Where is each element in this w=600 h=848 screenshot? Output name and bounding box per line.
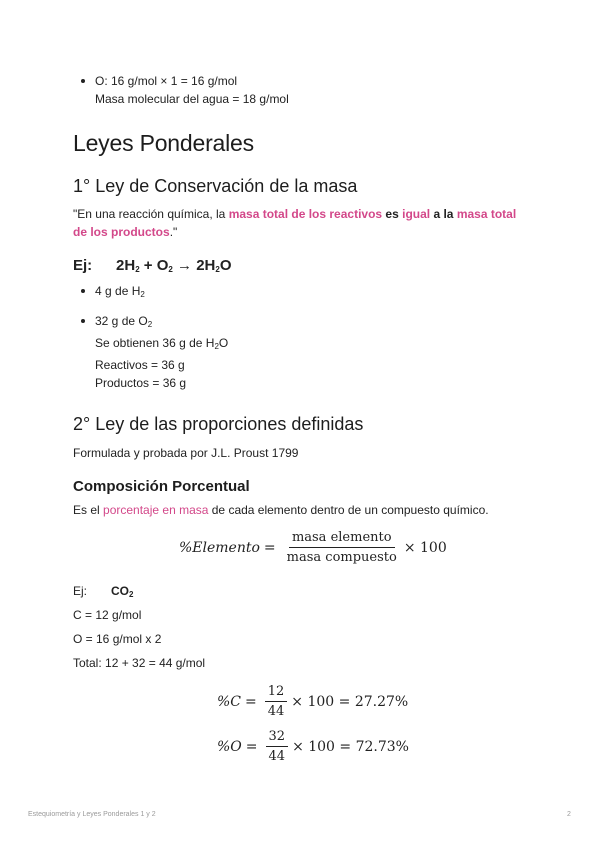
statement-text: ." <box>169 225 178 239</box>
bullet-text: Masa molecular del agua = 18 g/mol <box>95 92 289 106</box>
example-co2 <box>73 582 133 604</box>
example-label: Ej: <box>73 257 93 274</box>
statement-text: "En una reacción química, la <box>73 207 229 221</box>
list-item <box>73 282 573 304</box>
law2-subtitle: Formulada y probada por J.L. Proust 1799 <box>73 446 299 460</box>
percent-o-calc: %O = $\frac{32}{44}$ × 100 = 72.73% <box>217 729 409 764</box>
total-mass: Total: 12 + 32 = 44 g/mol <box>73 656 206 670</box>
intro-list <box>73 72 573 108</box>
calc-denominator: 44 <box>268 749 286 764</box>
calc-rhs: × 100 = 72.73% <box>292 738 409 755</box>
percent-c-calc: %C = $\frac{12}{44}$ × 100 = 27.27% <box>217 684 409 719</box>
calc-denominator: 44 <box>267 704 285 719</box>
statement-text: es <box>382 207 403 221</box>
bullet-text: O: 16 g/mol × 1 = 16 g/mol <box>95 74 238 88</box>
law1-heading: 1° Ley de Conservación de la masa <box>73 176 358 196</box>
law1-list <box>73 282 573 392</box>
formula-rhs: × 100 <box>403 539 447 556</box>
law1-statement <box>73 205 523 241</box>
bullet-text: Se obtienen 36 g de $H_2O$ <box>95 336 229 351</box>
formula-numerator: masa elemento <box>289 530 395 548</box>
reaction-equation <box>73 257 232 274</box>
carbon-mass: C = 12 g/mol <box>73 608 142 622</box>
highlight-text: igual <box>402 207 431 221</box>
calc-numerator: 12 <box>265 684 288 702</box>
page-number: 2 <box>567 811 571 818</box>
law2-heading: 2° Ley de las proporciones definidas <box>73 414 364 434</box>
bullet-text: Productos = 36 g <box>95 376 187 390</box>
formula-fraction <box>284 530 400 565</box>
equation-text: $2H_2 + O_2 \to 2H_2O$ <box>116 257 232 274</box>
percent-formula: %Elemento = $\frac{\text{masa elemento}}{\text{masa compuesto}}$ × 100 <box>179 530 447 565</box>
example-compound: $CO_2$ <box>111 584 134 599</box>
statement-text: a la <box>430 207 457 221</box>
bullet-text: 4 g de $H_2$ <box>95 284 145 299</box>
highlight-text: porcentaje en masa <box>103 503 209 517</box>
calc-fraction <box>265 684 288 719</box>
footer-title: Estequiometría y Leyes Ponderales 1 y 2 <box>28 811 156 818</box>
bullet-text: Reactivos = 36 g <box>95 358 185 372</box>
list-item <box>73 72 573 108</box>
calc-rhs: × 100 = 27.27% <box>291 693 409 710</box>
composition-description: Es el porcentaje en masa de cada elemento dentro de un compuesto químico. <box>73 503 489 517</box>
list-item <box>73 312 573 392</box>
oxygen-mass: O = 16 g/mol x 2 <box>73 632 162 646</box>
bullet-text: 32 g de $O_2$ <box>95 314 153 329</box>
highlight-text: masa total de los productos <box>73 207 517 239</box>
calc-numerator: 32 <box>266 729 289 747</box>
composition-heading: Composición Porcentual <box>73 478 250 495</box>
highlight-text: masa total de los reactivos <box>228 207 383 221</box>
calc-lhs: %O <box>217 738 242 755</box>
calc-fraction <box>266 729 289 764</box>
calc-lhs: %C <box>217 693 242 710</box>
section-title: Leyes Ponderales <box>73 130 254 156</box>
formula-lhs: %Elemento <box>179 539 260 556</box>
formula-denominator: masa compuesto <box>286 550 397 565</box>
example-label: Ej: <box>73 584 88 598</box>
